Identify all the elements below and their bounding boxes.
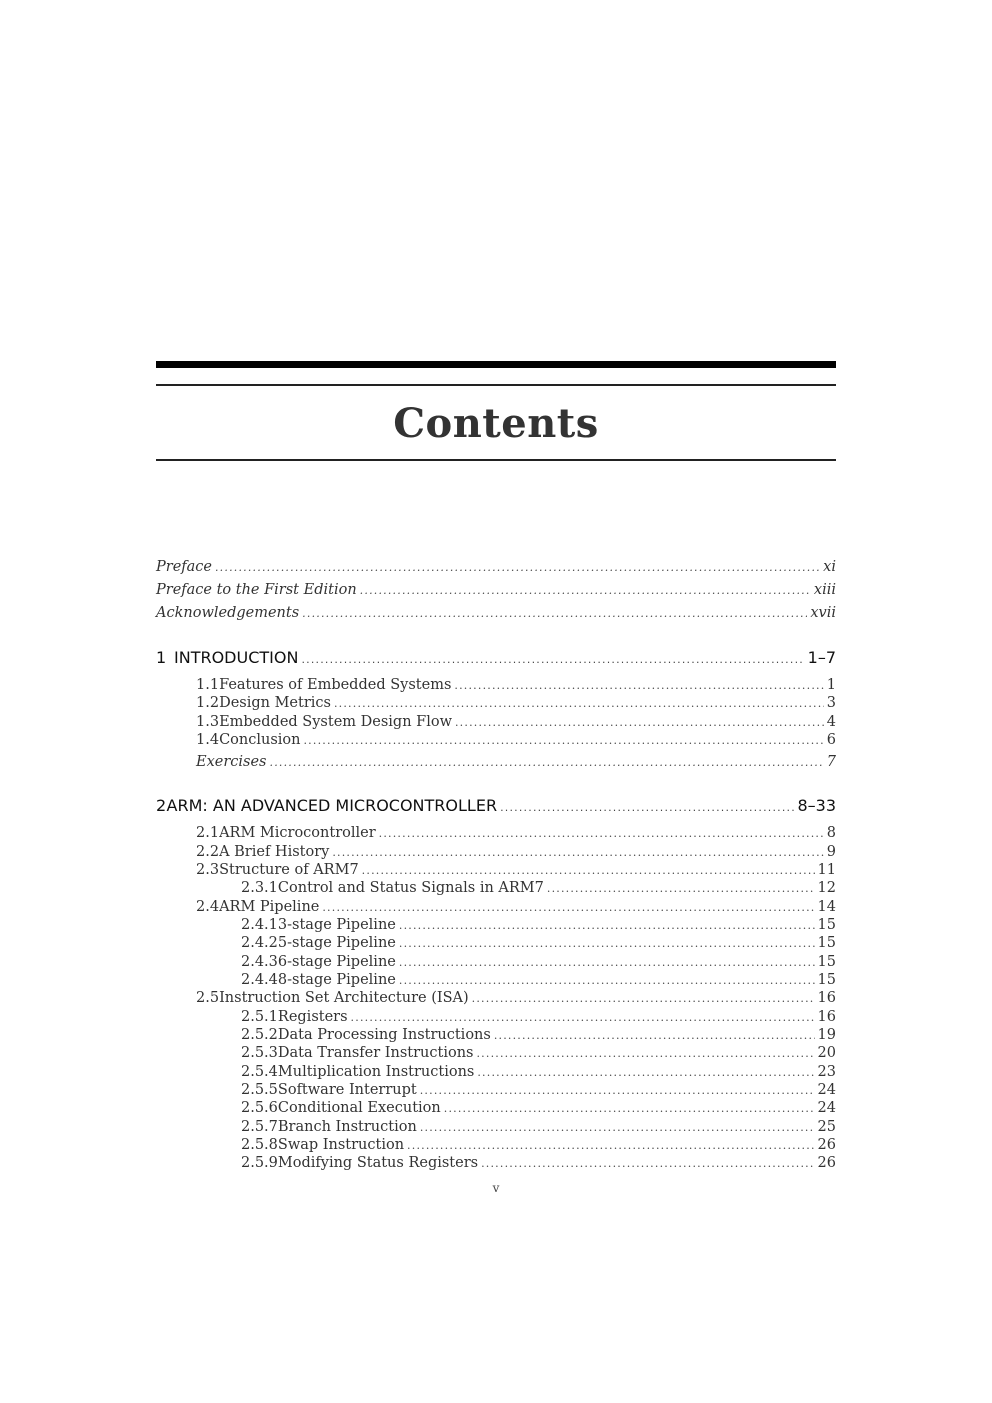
toc-chapter-1[interactable] [156,648,836,667]
toc-subsection-2-4-1[interactable] [241,917,836,933]
toc-section-1-4[interactable] [196,732,836,748]
subsection-number: 2.5.2 [241,1027,278,1043]
section-title: Structure of ARM7 [219,862,359,878]
header-thin-rule-top [156,384,836,386]
toc-chapter-2[interactable] [156,796,836,815]
leader-dots [472,992,815,1005]
subsection-number: 2.5.7 [241,1119,278,1135]
leader-dots [420,1121,815,1134]
leader-dots [477,1066,814,1079]
leader-dots [334,697,824,710]
chapter-number: 1 [156,648,167,667]
subsection-title: 6-stage Pipeline [277,954,396,970]
section-number: 2.3 [196,862,220,878]
section-number: 2.4 [196,899,220,915]
toc-subsection-2-5-2[interactable] [241,1027,836,1043]
subsection-title: 8-stage Pipeline [277,972,396,988]
chapter-pages: 8–33 [797,796,836,815]
section-page: 1 [826,677,836,693]
toc-subsection-2-3-1[interactable] [241,880,836,896]
leader-dots [332,846,823,859]
section-number: 1.4 [196,732,220,748]
leader-dots [476,1047,814,1060]
subsection-title: Modifying Status Registers [277,1155,479,1171]
leader-dots [444,1102,815,1115]
subsection-page: 16 [817,1009,836,1025]
toc-section-1-3[interactable] [196,714,836,730]
subsection-number: 2.5.4 [241,1064,278,1080]
leader-dots [215,561,820,574]
section-title: Design Metrics [219,695,331,711]
toc-exercises-1[interactable] [196,754,836,770]
section-page: 6 [826,732,836,748]
toc-subsection-2-5-1[interactable] [241,1009,836,1025]
section-number: 2.1 [196,825,220,841]
subsection-number: 2.4.4 [241,972,278,988]
section-title: A Brief History [219,844,330,860]
toc-subsection-2-5-7[interactable] [241,1119,836,1135]
toc-section-1-2[interactable] [196,695,836,711]
toc-subsection-2-5-8[interactable] [241,1137,836,1153]
toc-subsection-2-5-5[interactable] [241,1082,836,1098]
leader-dots [455,716,824,729]
subsection-title: Multiplication Instructions [277,1064,475,1080]
section-number: 2.2 [196,844,220,860]
leader-dots [399,956,815,969]
toc-subsection-2-5-4[interactable] [241,1064,836,1080]
leader-dots [303,734,823,747]
section-number: 1.1 [196,677,220,693]
toc-section-2-5[interactable] [196,990,836,1006]
toc-subsection-2-4-4[interactable] [241,972,836,988]
section-page: 8 [826,825,836,841]
subsection-title: Data Transfer Instructions [277,1045,474,1061]
section-number: 2.5 [196,990,220,1006]
subsection-title: Branch Instruction [277,1119,417,1135]
leader-dots [399,937,815,950]
section-title: Embedded System Design Flow [219,714,452,730]
toc-subsection-2-4-3[interactable] [241,954,836,970]
subsection-title: Control and Status Signals in ARM7 [277,880,544,896]
toc-subsection-2-5-9[interactable] [241,1155,836,1171]
subsection-title: Software Interrupt [277,1082,417,1098]
leader-dots [351,1011,815,1024]
subsection-number: 2.4.1 [241,917,278,933]
exercises-page: 7 [826,754,836,770]
section-page: 11 [817,862,836,878]
subsection-number: 2.5.8 [241,1137,278,1153]
page-number: v [492,1181,500,1195]
leader-dots [360,584,811,597]
subsection-page: 24 [817,1100,836,1116]
toc-entry-page: xi [823,559,836,575]
header-thick-rule [156,361,836,368]
chapter-number: 2 [156,796,167,815]
section-page: 16 [817,990,836,1006]
exercises-label: Exercises [196,754,267,770]
subsection-number: 2.4.3 [241,954,278,970]
section-title: ARM Microcontroller [219,825,376,841]
leader-dots [399,919,815,932]
section-page: 3 [826,695,836,711]
section-title: Instruction Set Architecture (ISA) [219,990,469,1006]
section-page: 9 [826,844,836,860]
section-page: 14 [817,899,836,915]
leader-dots [322,901,814,914]
leader-dots [302,607,807,620]
subsection-title: Registers [277,1009,348,1025]
toc-section-1-1[interactable] [196,677,836,693]
toc-entry-label: Preface to the First Edition [156,582,357,598]
leader-dots [362,864,815,877]
leader-dots [301,653,804,666]
page-title: Contents [393,400,599,447]
chapter-title: INTRODUCTION [174,648,299,667]
leader-dots [481,1157,814,1170]
toc-entry-page: xiii [813,582,836,598]
subsection-number: 2.3.1 [241,880,278,896]
toc-subsection-2-5-6[interactable] [241,1100,836,1116]
header-thin-rule-bottom [156,459,836,461]
toc-section-2-4[interactable] [196,899,836,915]
subsection-number: 2.5.9 [241,1155,278,1171]
toc-entry-acknowledgements[interactable] [156,605,836,621]
subsection-page: 15 [817,972,836,988]
toc-entry-label: Acknowledgements [156,605,300,621]
section-number: 1.3 [196,714,220,730]
subsection-page: 15 [817,954,836,970]
subsection-number: 2.5.5 [241,1082,278,1098]
subsection-number: 2.4.2 [241,935,278,951]
leader-dots [500,801,794,814]
subsection-page: 25 [817,1119,836,1135]
subsection-page: 15 [817,935,836,951]
leader-dots [494,1029,815,1042]
leader-dots [407,1139,815,1152]
toc-subsection-2-5-3[interactable] [241,1045,836,1061]
toc-subsection-2-4-2[interactable] [241,935,836,951]
section-number: 1.2 [196,695,220,711]
toc-entry-label: Preface [156,559,212,575]
leader-dots [547,882,815,895]
subsection-number: 2.5.1 [241,1009,278,1025]
subsection-title: 5-stage Pipeline [277,935,396,951]
subsection-title: 3-stage Pipeline [277,917,396,933]
leader-dots [420,1084,815,1097]
subsection-number: 2.5.6 [241,1100,278,1116]
subsection-page: 23 [817,1064,836,1080]
subsection-number: 2.5.3 [241,1045,278,1061]
toc-entry-preface[interactable] [156,559,836,575]
section-title: Features of Embedded Systems [219,677,452,693]
leader-dots [270,756,824,769]
chapter-title: ARM: AN ADVANCED MICROCONTROLLER [166,796,498,815]
subsection-title: Swap Instruction [277,1137,405,1153]
toc-section-2-1[interactable] [196,825,836,841]
toc-entry-page: xvii [810,605,836,621]
subsection-title: Conditional Execution [277,1100,441,1116]
toc-section-2-3[interactable] [196,862,836,878]
leader-dots [399,974,815,987]
subsection-page: 15 [817,917,836,933]
section-title: Conclusion [219,732,301,748]
subsection-page: 20 [817,1045,836,1061]
leader-dots [379,827,824,840]
subsection-page: 24 [817,1082,836,1098]
subsection-page: 19 [817,1027,836,1043]
leader-dots [454,679,823,692]
subsection-page: 26 [817,1137,836,1153]
subsection-page: 12 [817,880,836,896]
chapter-pages: 1–7 [807,648,836,667]
section-title: ARM Pipeline [219,899,320,915]
subsection-page: 26 [817,1155,836,1171]
subsection-title: Data Processing Instructions [277,1027,491,1043]
toc-entry-preface-first-edition[interactable] [156,582,836,598]
section-page: 4 [826,714,836,730]
toc-section-2-2[interactable] [196,844,836,860]
